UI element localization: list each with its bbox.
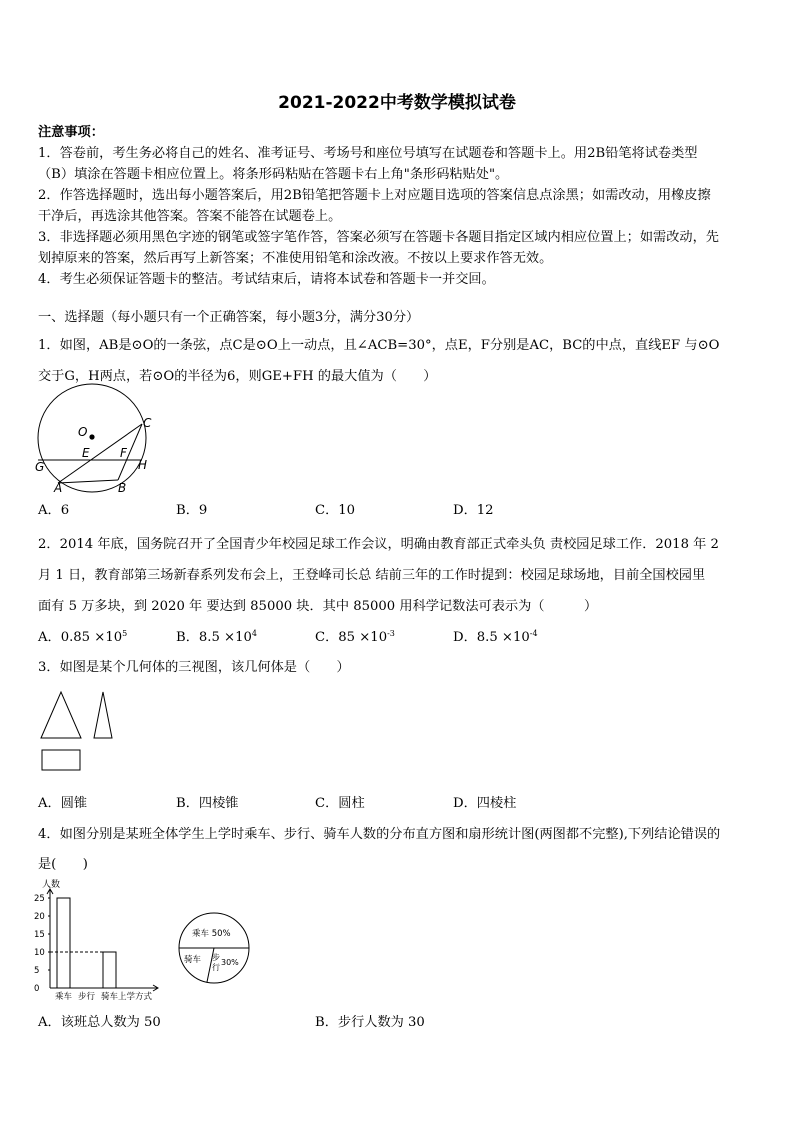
x-axis-label: 上学方式 <box>118 992 153 1002</box>
y-tick-label: 5 <box>34 966 40 976</box>
notice-line: 3．非选择题必须用黑色字迹的钢笔或签字笔作答，答案必须写在答题卡各题目指定区域内相应位置上；如需改动，先 <box>38 230 719 245</box>
option-b-exponent: 4 <box>251 629 257 638</box>
three-view-figure <box>36 688 126 774</box>
pie-slice-label: 30% <box>221 958 239 967</box>
notice-line: 干净后，再选涂其他答案。答案不能答在试题卷上。 <box>38 209 342 224</box>
option-d: D．四棱柱 <box>453 796 517 811</box>
center-point-o <box>89 434 94 439</box>
question-4-text: 是( ) <box>38 857 88 872</box>
option-a: A．圆锥 <box>38 796 88 811</box>
y-tick-label: 20 <box>34 912 45 922</box>
option-c-exponent: -3 <box>387 629 395 638</box>
notice-line: 4．考生必须保证答题卡的整洁。考试结束后，请将本试卷和答题卡一并交回。 <box>38 272 495 287</box>
question-3-text: 3．如图是某个几何体的三视图，该几何体是（ ） <box>38 660 350 675</box>
y-tick-label: 25 <box>34 894 45 904</box>
option-a: A．6 <box>38 503 70 518</box>
option-a <box>38 626 127 645</box>
category-label-group <box>55 991 153 1002</box>
label-b: B <box>118 481 127 495</box>
option-b: B．步行人数为 30 <box>315 1015 425 1030</box>
side-view-triangle <box>94 692 112 738</box>
notice-line: （B）填涂在答题卡相应位置上。将条形码粘贴在答题卡右上角"条形码粘贴处"。 <box>38 167 509 182</box>
option-a-exponent: 5 <box>122 629 128 638</box>
option-a: A．该班总人数为 50 <box>38 1015 161 1030</box>
notice-line: 1．答卷前，考生务必将自己的姓名、准考证号、考场号和座位号填写在试题卷和答题卡上。用2B铅笔将试卷类型 <box>38 146 698 161</box>
pie-slice-label: 骑车 <box>184 955 202 965</box>
bar-2 <box>103 952 116 988</box>
category-label: 乘车 <box>55 992 73 1002</box>
notice-line: 划掉原来的答案，然后再写上新答案；不准使用铅笔和涂改液。不按以上要求作答无效。 <box>38 251 553 266</box>
option-d-exponent: -4 <box>529 629 538 638</box>
pie-slice-label: 行 <box>212 963 220 972</box>
label-a: A <box>54 481 63 495</box>
option-b: B．9 <box>176 503 208 518</box>
option-b <box>176 626 257 645</box>
option-d <box>453 626 538 645</box>
label-e: E <box>82 446 90 460</box>
option-d: D．12 <box>453 503 494 518</box>
label-c: C <box>143 416 152 430</box>
option-d-base: D．8.5 ×10 <box>453 630 530 645</box>
label-f: F <box>120 446 127 460</box>
option-b: B．四棱锥 <box>176 796 239 811</box>
label-o: O <box>78 425 88 439</box>
bar-0 <box>57 898 70 988</box>
notice-heading: 注意事项： <box>38 125 104 140</box>
option-c: C．圆柱 <box>315 796 365 811</box>
y-tick-label: 15 <box>34 930 45 940</box>
bar-group <box>57 898 116 988</box>
option-b-base: B．8.5 ×10 <box>176 630 252 645</box>
option-c <box>315 626 395 645</box>
notice-line: 2．作答选择题时，选出每小题答案后，用2B铅笔把答题卡上对应题目选项的答案信息点涂黑；如需改动，用橡皮擦 <box>38 188 711 203</box>
question-2-text: 面有 5 万多块，到 2020 年 要达到 85000 块．其中 85000 用科学记数法可表示为（ ） <box>38 599 598 614</box>
question-4-text: 4．如图分别是某班全体学生上学时乘车、步行、骑车人数的分布直方图和扇形统计图(两图都不完整),下列结论错误的 <box>38 827 721 842</box>
front-view-triangle <box>41 692 81 738</box>
bar-chart <box>30 876 170 1004</box>
top-view-rectangle <box>42 750 80 770</box>
pie-slice-label: 乘车 50% <box>192 929 231 939</box>
circle-geometry-figure <box>30 382 160 498</box>
category-label: 骑车 <box>101 992 119 1002</box>
question-2-text: 月 1 日，教育部第三场新春系列发布会上，王登峰司长总 结前三年的工作时提到：校园足球场地，目前全国校园里 <box>38 568 706 583</box>
category-label: 步行 <box>78 992 96 1002</box>
label-h: H <box>138 458 148 472</box>
option-c: C．10 <box>315 503 356 518</box>
y-tick-group <box>34 894 50 994</box>
label-g: G <box>35 460 45 474</box>
chord-ab <box>58 480 118 483</box>
question-2-text: 2．2014 年底，国务院召开了全国青少年校园足球工作会议，明确由教育部正式牵头负 责校园足球工作．2018 年 2 <box>38 537 719 552</box>
option-a-base: A．0.85 ×10 <box>38 630 123 645</box>
section-heading: 一、选择题（每小题只有一个正确答案，每小题3分，满分30分） <box>38 310 420 325</box>
y-tick-label: 10 <box>34 948 45 958</box>
page-title: 2021-2022中考数学模拟试卷 <box>278 93 516 113</box>
pie-slice-label: 步 <box>212 953 220 962</box>
question-1-text: 交于G，H两点，若⊙O的半径为6，则GE+FH 的最大值为（ ） <box>38 369 437 384</box>
y-tick-label: 0 <box>34 984 40 994</box>
y-axis-label: 人数 <box>42 880 61 890</box>
pie-chart <box>176 910 252 986</box>
question-1-text: 1．如图，AB是⊙O的一条弦，点C是⊙O上一动点，且∠ACB=30°，点E，F分别是AC，BC的中点，直线EF 与⊙O <box>38 338 720 353</box>
option-c-base: C．85 ×10 <box>315 630 388 645</box>
